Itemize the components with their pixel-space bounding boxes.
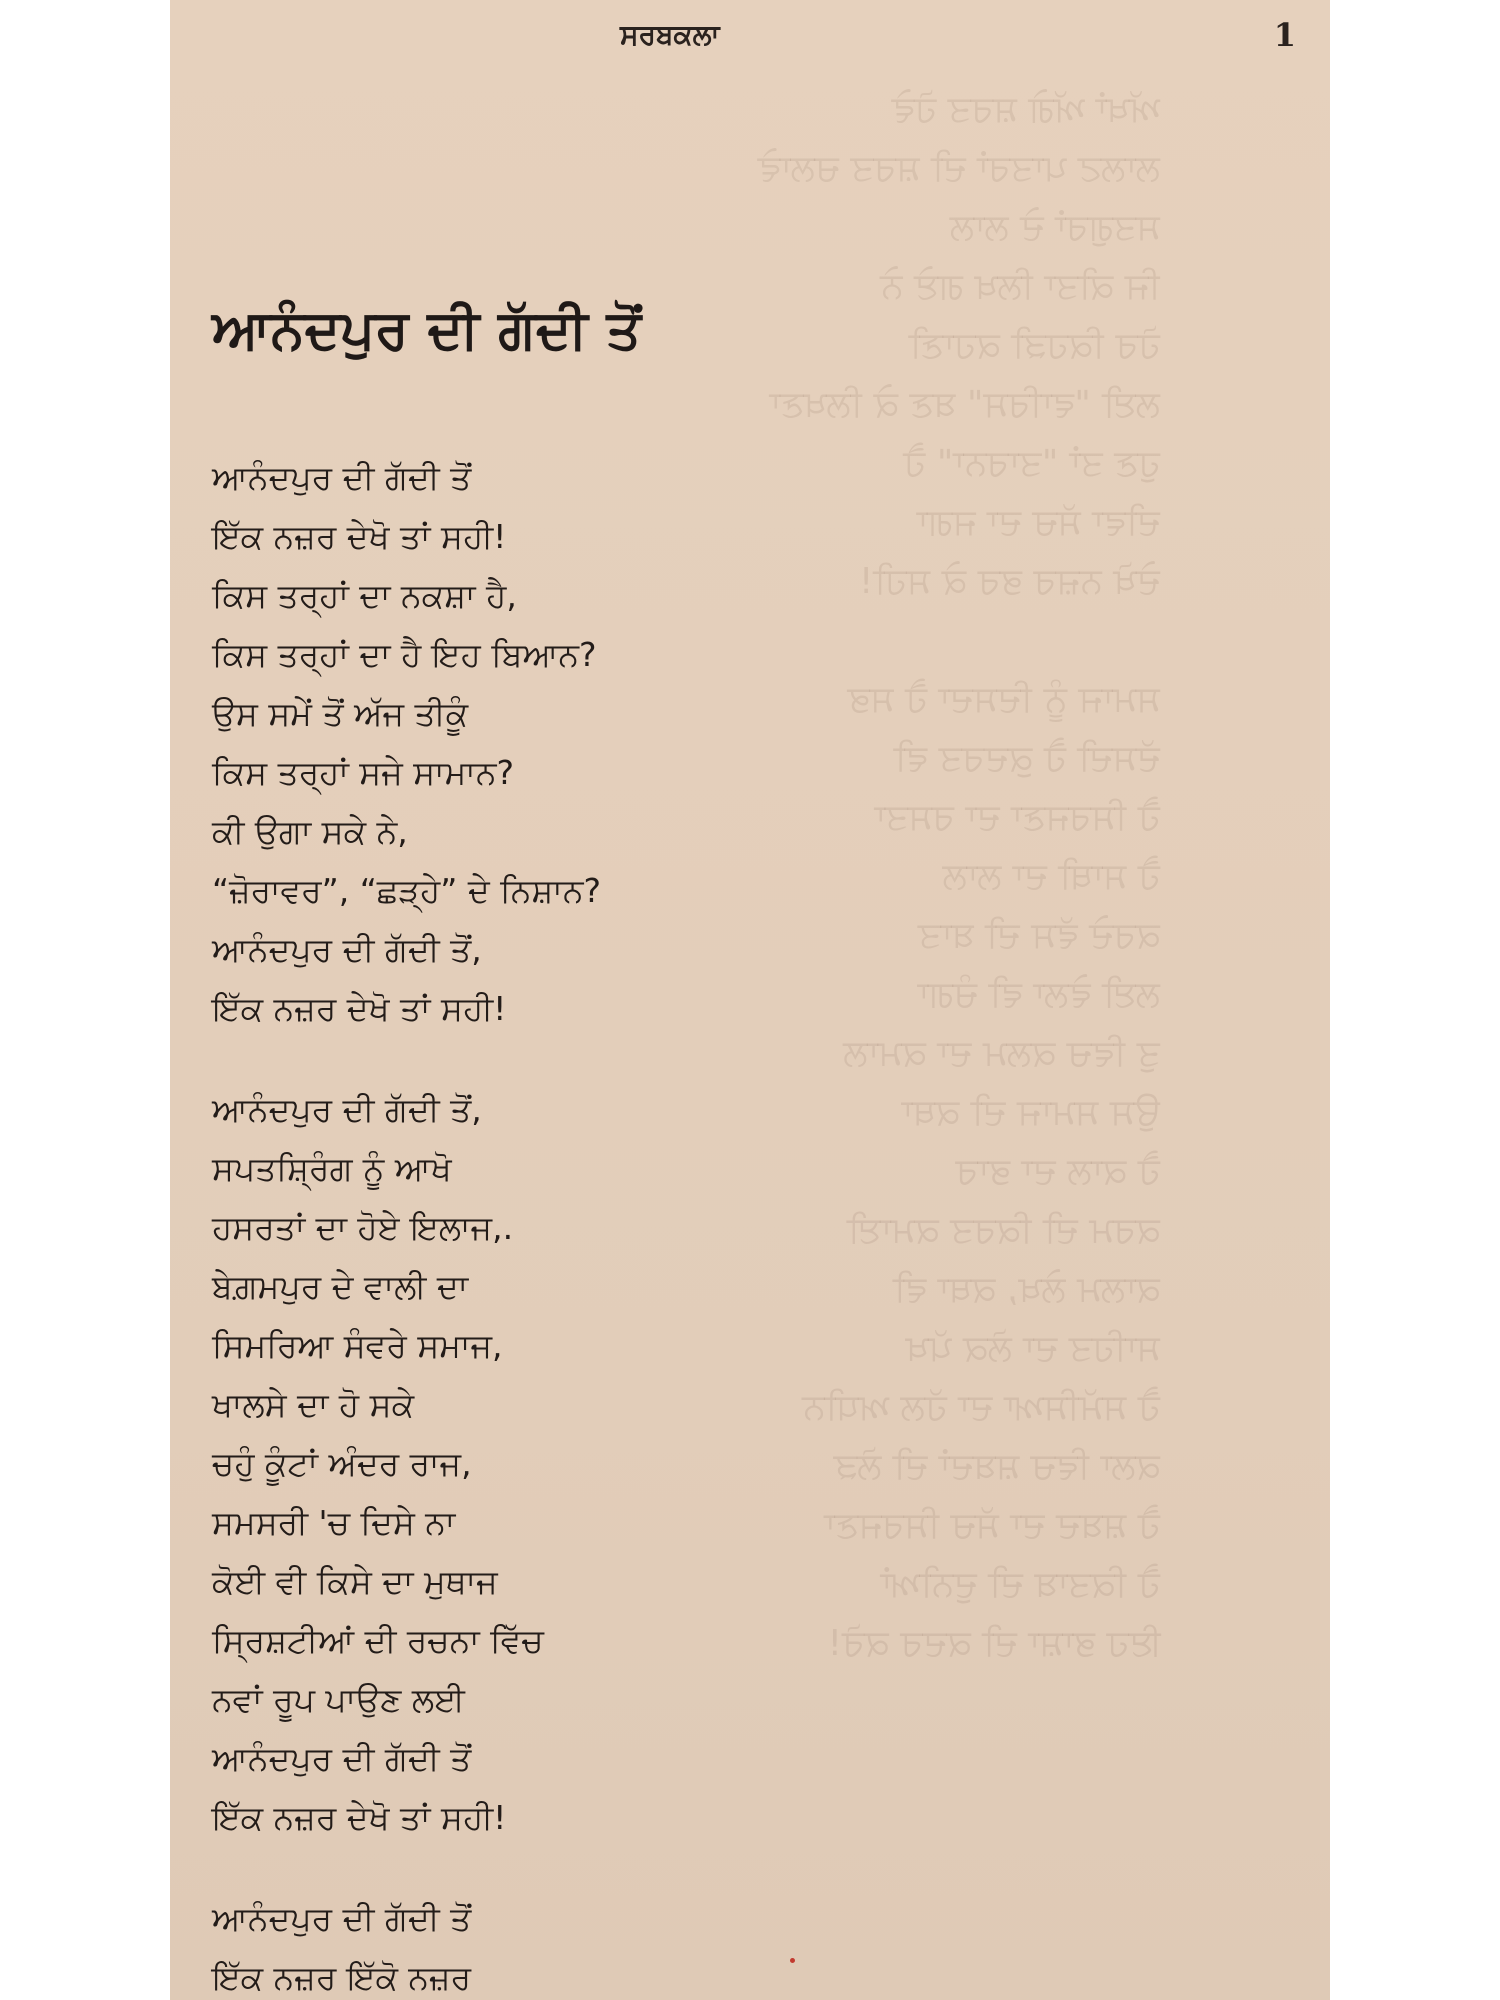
- poem-line: ਆਨੰਦਪੁਰ ਦੀ ਗੱਦੀ ਤੋਂ,: [212, 1090, 482, 1129]
- ink-speck: [790, 1958, 795, 1963]
- poem-line: ਉਸ ਸਮੇਂ ਤੋਂ ਅੱਜ ਤੀਕੂੰ: [212, 694, 469, 733]
- book-page: [170, 0, 1330, 2000]
- stanza-1: [212, 448, 832, 1038]
- poem-line: ਆਨੰਦਪੁਰ ਦੀ ਗੱਦੀ ਤੋਂ: [212, 1739, 472, 1778]
- poem-title: ਆਨੰਦਪੁਰ ਦੀ ਗੱਦੀ ਤੋਂ: [212, 298, 642, 361]
- poem-line: ਇੱਕ ਨਜ਼ਰ ਇੱਕੋ ਨਜ਼ਰ: [212, 1958, 472, 1997]
- poem-line: “ਜ਼ੋਰਾਵਰ”, “ਛੜ੍ਹੇ” ਦੇ ਨਿਸ਼ਾਨ?: [212, 871, 601, 910]
- running-head: ਸਰਬਕਲਾ: [620, 18, 720, 51]
- poem-line: ਸਪਤਸ਼੍ਰਿੰਗ ਨੂੰ ਆਖੋ: [212, 1149, 452, 1188]
- poem-line: ਕਿਸ ਤਰ੍ਹਾਂ ਦਾ ਹੈ ਇਹ ਬਿਆਨ?: [212, 635, 597, 674]
- stanza-3: [212, 1889, 832, 2000]
- poem-line: ਨਵਾਂ ਰੂਪ ਪਾਉਣ ਲਈ: [212, 1680, 465, 1719]
- poem-line: ਕੀ ਉਗਾ ਸਕੇ ਨੇ,: [212, 812, 408, 851]
- poem-line: ਸ੍ਰਿਸ਼ਟੀਆਂ ਦੀ ਰਚਨਾ ਵਿੱਚ: [212, 1621, 544, 1660]
- poem-line: ਸਮਸਰੀ 'ਚ ਦਿਸੇ ਨਾ: [212, 1503, 456, 1542]
- show-through-texture: ਅੱਖਾਂ ਅੱਗੇ ਸ਼ਰਤ ਹੋਵੇ ਲਾਲਟ ਪਾਤਰਾਂ ਦੀ ਸ਼ਰਤ ਚਲਾਵੇ ਸਤਗੁਰਾਂ ਦੇ ਲਾਲ ਜਿ ਕੀਤਾ ਲਿਖ ਗਏ ਨੇ ਹੋਰ ਕਿਹੜੀ ਕਹਾਣੀ ਲਈ "ਵਾਰਿਸ" ਬਣ ਕੇ ਲਿਖਣਾ ਹੁਣ ਤਾਂ "ਤਾਰਨਾ" ਹੈ ਦੀਵਾ ਸੱਚ ਦਾ ਜਗਾ ਦੇਖੋ ਨਜ਼ਰ ਭਰ ਕੇ ਸਹੀ! ਸਮਾਜ ਨੂੰ ਦਿਸਦਾ ਹੈ ਸਭ ਦੱਸਦੀ ਹੈ ਕੁਦਰਤ ਵੀ ਹੈ ਸਿਰਜਣਾ ਦਾ ਰਸਤਾ ਹੈ ਸਾਥੀ ਦਾ ਲਾਲ ਕਰਦੇ ਵੱਸ ਦੀ ਬਾਤ ਲਈ ਵੇਲਾ ਵੀ ਚੰਗਾ ਤੁ ਵਿਚ ਕਲਮ ਦਾ ਕਮਾਲ ਉਸ ਸਮਾਜ ਦੀ ਕਥਾ ਹੈ ਕਾਲ ਦਾ ਭਾਰ ਕਰਮ ਦੀ ਕਿਰਤ ਕਮਾਈ ਕਾਲਮ ਲੇਖ, ਕਥਾ ਵੀ ਸਾਹਿਤ ਦਾ ਲੋਕ ਪੱਖ ਹੈ ਸਮੱਸਿਆ ਦਾ ਹੱਲ ਅਧੀਨ ਕਲਾ ਵਿਚ ਸ਼ਬਦਾਂ ਦੀ ਲੋੜ ਹੈ ਸ਼ਬਦ ਦਾ ਸੱਚ ਸਿਰਜਣਾ ਹੈ ਕਿਤਾਬ ਦੀ ਦੁਨੀਆਂ ਇਹ ਭਾਸ਼ਾ ਦੀ ਕਦਰ ਕਰੋ!: [757, 89, 1160, 1664]
- poem-line: ਹਸਰਤਾਂ ਦਾ ਹੋਏ ਇਲਾਜ,.: [212, 1208, 514, 1247]
- poem-line: ਸਿਮਰਿਆ ਸੰਵਰੇ ਸਮਾਜ,: [212, 1326, 503, 1365]
- poem-line: ਇੱਕ ਨਜ਼ਰ ਦੇਖੋ ਤਾਂ ਸਹੀ!: [212, 1798, 507, 1837]
- stanza-2: [212, 1080, 832, 1847]
- poem-line: ਖਾਲਸੇ ਦਾ ਹੋ ਸਕੇ: [212, 1385, 415, 1424]
- poem-line: ਆਨੰਦਪੁਰ ਦੀ ਗੱਦੀ ਤੋਂ,: [212, 930, 482, 969]
- poem-line: ਆਨੰਦਪੁਰ ਦੀ ਗੱਦੀ ਤੋਂ: [212, 458, 472, 497]
- poem-line: ਕੋਈ ਵੀ ਕਿਸੇ ਦਾ ਮੁਥਾਜ: [212, 1562, 498, 1601]
- poem-line: ਇੱਕ ਨਜ਼ਰ ਦੇਖੋ ਤਾਂ ਸਹੀ!: [212, 517, 507, 556]
- poem-line: ਬੇਗ਼ਮਪੁਰ ਦੇ ਵਾਲੀ ਦਾ: [212, 1267, 469, 1306]
- poem-line: ਇੱਕ ਨਜ਼ਰ ਦੇਖੋ ਤਾਂ ਸਹੀ!: [212, 989, 507, 1028]
- poem-line: ਕਿਸ ਤਰ੍ਹਾਂ ਸਜੇ ਸਾਮਾਨ?: [212, 753, 514, 792]
- poem-line: ਕਿਸ ਤਰ੍ਹਾਂ ਦਾ ਨਕਸ਼ਾ ਹੈ,: [212, 576, 517, 615]
- page-number: 1: [1273, 16, 1296, 54]
- poem-line: ਚਹੁੰ ਕੂੰਟਾਂ ਅੰਦਰ ਰਾਜ,: [212, 1444, 472, 1483]
- poem-body: [212, 448, 832, 2000]
- poem-line: ਆਨੰਦਪੁਰ ਦੀ ਗੱਦੀ ਤੋਂ: [212, 1899, 472, 1938]
